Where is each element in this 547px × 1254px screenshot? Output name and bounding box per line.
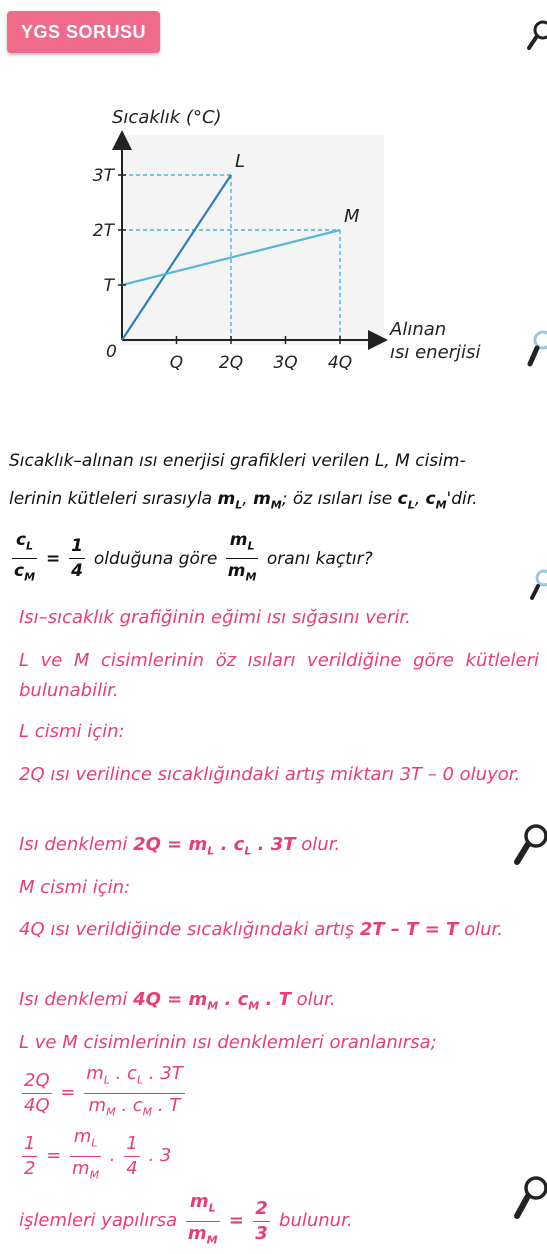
question-line-2: lerinin kütleleri sırasıyla $m_L$, $m_M$; öz ısıları ise $c_L$, $c_M'dir$.: [9, 489, 478, 512]
y-tick-label: 3T: [92, 166, 114, 186]
x-tick-label: Q: [169, 353, 184, 373]
question-line-1: Sıcaklık–alınan ısı enerjisi grafikleri verilen L, M cisim-: [9, 451, 466, 471]
magnifier-icon[interactable]: [527, 18, 547, 54]
solution-p4: 2Q ısı verilince sıcaklığındaki artış miktarı 3T – 0 oluyor.: [19, 764, 521, 785]
y-tick-label: 2T: [92, 221, 114, 241]
question-line-3: $\frac{c_L}{c_M}$ = $\frac{1}{4}$ olduğuna göre $\frac{m_L}{m_M}$ oranı kaçtır?: [14, 530, 373, 584]
solution-p6: M cismi için:: [19, 877, 131, 898]
x-tick-label: 2Q: [218, 353, 244, 373]
x-axis-label-line2: ısı enerjisi: [390, 342, 481, 363]
solution-p7: 4Q ısı verildiğinde sıcaklığındaki artış 2T – T = T olur.: [19, 919, 503, 940]
plot-background: [122, 135, 384, 345]
solution-p8: Isı denklemi $4Q = m_M$ . $c_M$ . T olur.: [19, 989, 336, 1013]
x-axis-label-line1: Alınan: [390, 319, 447, 340]
solution-p3: L cismi için:: [19, 721, 125, 742]
x-tick-label: 3Q: [273, 353, 298, 373]
origin-label: 0: [106, 342, 117, 362]
y-axis-label: Sıcaklık (°C): [112, 107, 222, 128]
series-label-M: M: [344, 206, 360, 227]
solution-p5: Isı denklemi $2Q = m_L$ . $c_L$ . 3T olur.: [19, 834, 341, 858]
x-tick-label: 4Q: [327, 353, 353, 373]
solution-p1: Isı–sıcaklık grafiğinin eğimi ısı sığasını verir.: [19, 607, 411, 628]
ratio-line-2: $\frac{1}{2}$ = $\frac{m_L}{m_M}$ . $\frac{1}{4}$ . 3: [24, 1126, 172, 1182]
solution-p2: L ve M cisimlerinin öz ısıları verildiğine göre kütleleri bulunabilir.: [19, 650, 539, 701]
y-tick-label: T: [103, 276, 114, 296]
ratio-line-3: işlemleri yapılırsa $\frac{m_L}{m_M}$ = $\frac{2}{3}$ bulunur.: [19, 1191, 353, 1247]
ratio-line-1: $\frac{2Q}{4Q}$ = $\frac{m_L . c_L . 3T}{m_M . c_M . T}$: [24, 1063, 183, 1119]
series-label-L: L: [235, 151, 246, 172]
temperature-energy-chart: [0, 95, 547, 385]
ygs-badge: YGS SORUSU: [7, 11, 160, 53]
solution-p9: L ve M cisimlerinin ısı denklemleri oranlanırsa;: [19, 1032, 437, 1053]
